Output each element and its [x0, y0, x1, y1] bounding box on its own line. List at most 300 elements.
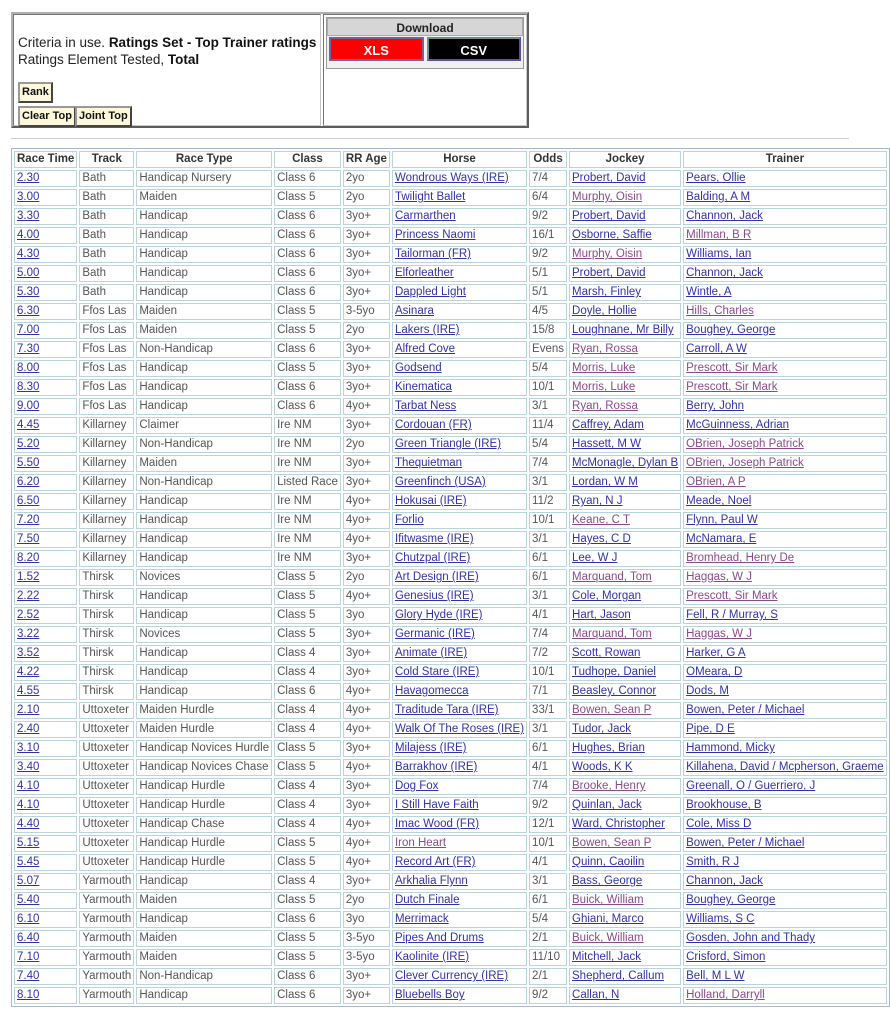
- race-time-link[interactable]: 2.30: [17, 172, 40, 184]
- horse-link[interactable]: Alfred Cove: [394, 343, 456, 355]
- jockey-link[interactable]: Marsh, Finley: [572, 286, 642, 298]
- race-time-cell: [14, 436, 77, 453]
- race-time-link[interactable]: 7.20: [17, 514, 40, 526]
- trainer-link[interactable]: Brookhouse, B: [686, 799, 762, 811]
- jockey-link[interactable]: Hart, Jason: [572, 609, 631, 621]
- trainer-link[interactable]: Haggas, W J: [686, 571, 752, 583]
- race-type-cell: Maiden: [136, 892, 272, 909]
- jockey-link[interactable]: Bass, George: [572, 875, 643, 887]
- rr-age-cell: 2yo: [343, 189, 390, 206]
- race-time-link[interactable]: 8.30: [17, 381, 40, 393]
- horse-link[interactable]: Lakers (IRE): [394, 324, 460, 336]
- trainer-link[interactable]: Gosden, John and Thady: [686, 932, 816, 944]
- horse-cell: [392, 778, 527, 795]
- jockey-link[interactable]: Murphy, Oisin: [572, 248, 643, 260]
- trainer-cell: [683, 436, 887, 453]
- jockey-link[interactable]: Ward, Christopher: [572, 818, 665, 830]
- track-cell: Thirsk: [79, 626, 134, 643]
- race-time-cell: [14, 892, 77, 909]
- race-time-cell: [14, 987, 77, 1004]
- race-time-link[interactable]: 1.52: [17, 571, 40, 583]
- rr-age-cell: 3yo+: [343, 341, 390, 358]
- race-time-link[interactable]: 5.00: [17, 267, 40, 279]
- trainer-cell: [683, 265, 887, 282]
- download-box: [326, 17, 524, 69]
- jockey-link[interactable]: Bowen, Sean P: [572, 704, 652, 716]
- class-cell: Class 6: [274, 284, 341, 301]
- jockey-link[interactable]: Keane, C T: [572, 514, 630, 526]
- jockey-link[interactable]: Tudhope, Daniel: [572, 666, 656, 678]
- race-time-link[interactable]: 7.30: [17, 343, 40, 355]
- class-cell: Class 6: [274, 379, 341, 396]
- trainer-cell: [683, 607, 887, 624]
- race-time-link[interactable]: 3.00: [17, 191, 40, 203]
- race-time-link[interactable]: 7.10: [17, 951, 40, 963]
- track-cell: Uttoxeter: [79, 797, 134, 814]
- trainer-link[interactable]: Pears, Ollie: [686, 172, 746, 184]
- jockey-cell: [569, 702, 681, 719]
- trainer-link[interactable]: Balding, A M: [686, 191, 751, 203]
- race-time-link[interactable]: 5.45: [17, 856, 40, 868]
- horse-cell: [392, 968, 527, 985]
- trainer-link[interactable]: Harker, G A: [686, 647, 746, 659]
- track-cell: Ffos Las: [79, 341, 134, 358]
- race-time-link[interactable]: 6.20: [17, 476, 40, 488]
- trainer-link[interactable]: Hammond, Micky: [686, 742, 775, 754]
- horse-link[interactable]: Cordouan (FR): [394, 419, 472, 431]
- trainer-cell: [683, 588, 887, 605]
- horse-link[interactable]: Art Design (IRE): [394, 571, 479, 583]
- race-time-link[interactable]: 4.30: [17, 248, 40, 260]
- race-time-cell: [14, 284, 77, 301]
- jockey-link[interactable]: Hassett, M W: [572, 438, 642, 450]
- race-time-link[interactable]: 6.30: [17, 305, 40, 317]
- odds-cell: 11/4: [529, 417, 567, 434]
- race-time-link[interactable]: 3.40: [17, 761, 40, 773]
- race-time-link[interactable]: 2.40: [17, 723, 40, 735]
- race-type-cell: Handicap: [136, 246, 272, 263]
- trainer-cell: [683, 835, 887, 852]
- horse-link[interactable]: Walk Of The Roses (IRE): [394, 723, 525, 735]
- jockey-link[interactable]: Morris, Luke: [572, 362, 636, 374]
- trainer-link[interactable]: Boughey, George: [686, 324, 776, 336]
- trainer-cell: [683, 759, 887, 776]
- column-header-odds[interactable]: Odds: [529, 151, 567, 168]
- table-row: [14, 227, 887, 244]
- jockey-cell: [569, 246, 681, 263]
- jockey-link[interactable]: Mitchell, Jack: [572, 951, 642, 963]
- trainer-link[interactable]: Berry, John: [686, 400, 745, 412]
- column-header-jockey[interactable]: Jockey: [569, 151, 681, 168]
- jockey-link[interactable]: Woods, K K: [572, 761, 633, 773]
- horse-link[interactable]: Germanic (IRE): [394, 628, 475, 640]
- horse-link[interactable]: Twilight Ballet: [394, 191, 466, 203]
- horse-cell: [392, 721, 527, 738]
- race-time-link[interactable]: 5.07: [17, 875, 40, 887]
- column-header-horse[interactable]: Horse: [392, 151, 527, 168]
- jockey-cell: [569, 645, 681, 662]
- rr-age-cell: 3yo+: [343, 417, 390, 434]
- trainer-link[interactable]: OMeara, D: [686, 666, 743, 678]
- trainer-link[interactable]: Bowen, Peter / Michael: [686, 837, 805, 849]
- odds-cell: 9/2: [529, 987, 567, 1004]
- jockey-link[interactable]: Doyle, Hollie: [572, 305, 637, 317]
- jockey-link[interactable]: Ryan, Rossa: [572, 343, 638, 355]
- column-header-race-type[interactable]: Race Type: [136, 151, 272, 168]
- clear-top-button[interactable]: Clear Top: [18, 106, 76, 127]
- horse-cell: [392, 740, 527, 757]
- jockey-link[interactable]: Lordan, W M: [572, 476, 638, 488]
- race-time-cell: [14, 797, 77, 814]
- horse-link[interactable]: Princess Naomi: [394, 229, 476, 241]
- trainer-link[interactable]: Channon, Jack: [686, 267, 763, 279]
- race-type-cell: Handicap: [136, 683, 272, 700]
- horse-link[interactable]: Dappled Light: [394, 286, 466, 298]
- class-cell: Ire NM: [274, 436, 341, 453]
- jockey-link[interactable]: Marquand, Tom: [572, 628, 652, 640]
- horse-link[interactable]: Record Art (FR): [394, 856, 476, 868]
- horse-cell: [392, 569, 527, 586]
- column-header-rr-age[interactable]: RR Age: [343, 151, 390, 168]
- odds-cell: 33/1: [529, 702, 567, 719]
- race-time-link[interactable]: 5.50: [17, 457, 40, 469]
- horse-link[interactable]: Havagomecca: [394, 685, 469, 697]
- odds-cell: 6/1: [529, 892, 567, 909]
- odds-cell: 9/2: [529, 246, 567, 263]
- trainer-link[interactable]: Prescott, Sir Mark: [686, 362, 778, 374]
- race-time-link[interactable]: 9.00: [17, 400, 40, 412]
- trainer-cell: [683, 911, 887, 928]
- trainer-link[interactable]: Boughey, George: [686, 894, 776, 906]
- horse-link[interactable]: Ifitwasme (IRE): [394, 533, 474, 545]
- results-table: [11, 148, 890, 1007]
- horse-link[interactable]: Bluebells Boy: [394, 989, 465, 1001]
- trainer-link[interactable]: McNamara, E: [686, 533, 757, 545]
- horse-link[interactable]: Thequietman: [394, 457, 463, 469]
- odds-cell: 6/1: [529, 569, 567, 586]
- race-time-link[interactable]: 3.10: [17, 742, 40, 754]
- rr-age-cell: 2yo: [343, 322, 390, 339]
- trainer-link[interactable]: Greenall, O / Guerriero, J: [686, 780, 816, 792]
- rr-age-cell: 4yo+: [343, 854, 390, 871]
- horse-cell: [392, 493, 527, 510]
- race-time-link[interactable]: 5.15: [17, 837, 40, 849]
- joint-top-button[interactable]: Joint Top: [75, 106, 132, 127]
- jockey-link[interactable]: McMonagle, Dylan B: [572, 457, 679, 469]
- race-time-link[interactable]: 4.40: [17, 818, 40, 830]
- rr-age-cell: 4yo+: [343, 493, 390, 510]
- race-time-link[interactable]: 5.40: [17, 894, 40, 906]
- horse-link[interactable]: Pipes And Drums: [394, 932, 484, 944]
- trainer-link[interactable]: Channon, Jack: [686, 875, 763, 887]
- trainer-cell: [683, 816, 887, 833]
- class-cell: Class 5: [274, 949, 341, 966]
- trainer-link[interactable]: Channon, Jack: [686, 210, 763, 222]
- trainer-link[interactable]: Dods, M: [686, 685, 729, 697]
- odds-cell: 3/1: [529, 398, 567, 415]
- jockey-link[interactable]: Beasley, Connor: [572, 685, 657, 697]
- horse-link[interactable]: Dog Fox: [394, 780, 439, 792]
- class-cell: Class 6: [274, 208, 341, 225]
- race-time-link[interactable]: 3.22: [17, 628, 40, 640]
- class-cell: Class 4: [274, 721, 341, 738]
- rr-age-cell: 4yo+: [343, 721, 390, 738]
- class-cell: Class 4: [274, 645, 341, 662]
- horse-link[interactable]: Glory Hyde (IRE): [394, 609, 483, 621]
- horse-link[interactable]: Godsend: [394, 362, 442, 374]
- horse-link[interactable]: I Still Have Faith: [394, 799, 479, 811]
- trainer-link[interactable]: Fell, R / Murray, S: [686, 609, 778, 621]
- trainer-link[interactable]: Crisford, Simon: [686, 951, 766, 963]
- race-time-link[interactable]: 4.10: [17, 780, 40, 792]
- track-cell: Killarney: [79, 512, 134, 529]
- race-time-link[interactable]: 5.20: [17, 438, 40, 450]
- odds-cell: 7/4: [529, 455, 567, 472]
- horse-link[interactable]: Wondrous Ways (IRE): [394, 172, 509, 184]
- race-time-link[interactable]: 2.52: [17, 609, 40, 621]
- horse-link[interactable]: Dutch Finale: [394, 894, 460, 906]
- trainer-link[interactable]: Haggas, W J: [686, 628, 752, 640]
- jockey-link[interactable]: Shepherd, Callum: [572, 970, 665, 982]
- jockey-cell: [569, 664, 681, 681]
- trainer-link[interactable]: Killahena, David / Mcpherson, Graeme: [686, 761, 884, 773]
- class-cell: Class 6: [274, 265, 341, 282]
- jockey-link[interactable]: Osborne, Saffie: [572, 229, 652, 241]
- jockey-cell: [569, 949, 681, 966]
- race-type-cell: Handicap: [136, 987, 272, 1004]
- jockey-link[interactable]: Probert, David: [572, 267, 646, 279]
- jockey-link[interactable]: Marquand, Tom: [572, 571, 652, 583]
- horse-link[interactable]: Arkhalia Flynn: [394, 875, 468, 887]
- rr-age-cell: 2yo: [343, 436, 390, 453]
- race-time-cell: [14, 835, 77, 852]
- trainer-link[interactable]: Williams, S C: [686, 913, 755, 925]
- trainer-link[interactable]: Bromhead, Henry De: [686, 552, 795, 564]
- trainer-cell: [683, 474, 887, 491]
- trainer-link[interactable]: Flynn, Paul W: [686, 514, 758, 526]
- rank-button[interactable]: Rank: [18, 82, 53, 103]
- horse-link[interactable]: Milajess (IRE): [394, 742, 467, 754]
- column-header-trainer[interactable]: Trainer: [683, 151, 887, 168]
- race-time-link[interactable]: 5.30: [17, 286, 40, 298]
- horse-cell: [392, 607, 527, 624]
- horse-link[interactable]: Traditude Tara (IRE): [394, 704, 499, 716]
- trainer-cell: [683, 721, 887, 738]
- horse-link[interactable]: Asinara: [394, 305, 434, 317]
- race-time-link[interactable]: 4.00: [17, 229, 40, 241]
- trainer-link[interactable]: OBrien, Joseph Patrick: [686, 457, 804, 469]
- track-cell: Ffos Las: [79, 398, 134, 415]
- horse-link[interactable]: Chutzpal (IRE): [394, 552, 471, 564]
- race-time-link[interactable]: 6.50: [17, 495, 40, 507]
- column-header-race-time[interactable]: Race Time: [14, 151, 77, 168]
- table-row: [14, 493, 887, 510]
- odds-cell: 4/5: [529, 303, 567, 320]
- jockey-link[interactable]: Morris, Luke: [572, 381, 636, 393]
- race-time-link[interactable]: 4.45: [17, 419, 40, 431]
- race-time-link[interactable]: 4.22: [17, 666, 40, 678]
- horse-link[interactable]: Animate (IRE): [394, 647, 468, 659]
- race-time-cell: [14, 645, 77, 662]
- jockey-link[interactable]: Quinn, Caoilin: [572, 856, 645, 868]
- jockey-link[interactable]: Quinlan, Jack: [572, 799, 642, 811]
- jockey-link[interactable]: Brooke, Henry: [572, 780, 646, 792]
- odds-cell: 10/1: [529, 664, 567, 681]
- jockey-link[interactable]: Hughes, Brian: [572, 742, 645, 754]
- csv-download-button[interactable]: CSV: [427, 37, 522, 61]
- race-type-cell: Handicap Hurdle: [136, 854, 272, 871]
- jockey-link[interactable]: Murphy, Oisin: [572, 191, 643, 203]
- odds-cell: 3/1: [529, 531, 567, 548]
- horse-link[interactable]: Greenfinch (USA): [394, 476, 486, 488]
- trainer-cell: [683, 645, 887, 662]
- jockey-cell: [569, 588, 681, 605]
- class-cell: Class 6: [274, 683, 341, 700]
- horse-link[interactable]: Hokusai (IRE): [394, 495, 467, 507]
- jockey-link[interactable]: Buick, William: [572, 894, 644, 906]
- jockey-link[interactable]: Probert, David: [572, 172, 646, 184]
- jockey-cell: [569, 189, 681, 206]
- jockey-link[interactable]: Caffrey, Adam: [572, 419, 644, 431]
- horse-link[interactable]: Forlio: [394, 514, 424, 526]
- horse-link[interactable]: Iron Heart: [394, 837, 447, 849]
- jockey-link[interactable]: Buick, William: [572, 932, 644, 944]
- race-time-link[interactable]: 7.50: [17, 533, 40, 545]
- column-header-class[interactable]: Class: [274, 151, 341, 168]
- table-row: [14, 968, 887, 985]
- horse-link[interactable]: Tarbat Ness: [394, 400, 457, 412]
- horse-link[interactable]: Green Triangle (IRE): [394, 438, 502, 450]
- jockey-link[interactable]: Scott, Rowan: [572, 647, 641, 659]
- rr-age-cell: 3yo+: [343, 208, 390, 225]
- horse-link[interactable]: Carmarthen: [394, 210, 456, 222]
- jockey-cell: [569, 835, 681, 852]
- trainer-link[interactable]: Cole, Miss D: [686, 818, 752, 830]
- horse-link[interactable]: Tailorman (FR): [394, 248, 471, 260]
- odds-cell: 15/8: [529, 322, 567, 339]
- race-time-cell: [14, 683, 77, 700]
- jockey-cell: [569, 740, 681, 757]
- race-time-link[interactable]: 8.20: [17, 552, 40, 564]
- horse-link[interactable]: Genesius (IRE): [394, 590, 474, 602]
- class-cell: Class 5: [274, 892, 341, 909]
- trainer-link[interactable]: Bell, M L W: [686, 970, 745, 982]
- track-cell: Thirsk: [79, 683, 134, 700]
- column-header-track[interactable]: Track: [79, 151, 134, 168]
- jockey-link[interactable]: Callan, N: [572, 989, 620, 1001]
- jockey-cell: [569, 227, 681, 244]
- jockey-link[interactable]: Ryan, N J: [572, 495, 623, 507]
- horse-link[interactable]: Kinematica: [394, 381, 452, 393]
- trainer-link[interactable]: Meade, Noel: [686, 495, 752, 507]
- horse-link[interactable]: Cold Stare (IRE): [394, 666, 480, 678]
- horse-link[interactable]: Merrimack: [394, 913, 449, 925]
- xls-download-button[interactable]: XLS: [329, 37, 424, 61]
- track-cell: Bath: [79, 246, 134, 263]
- race-type-cell: Handicap: [136, 664, 272, 681]
- horse-cell: [392, 512, 527, 529]
- jockey-link[interactable]: Lee, W J: [572, 552, 618, 564]
- download-buttons: [327, 36, 523, 62]
- trainer-link[interactable]: Prescott, Sir Mark: [686, 590, 778, 602]
- jockey-link[interactable]: Ryan, Rossa: [572, 400, 638, 412]
- race-time-link[interactable]: 8.00: [17, 362, 40, 374]
- rr-age-cell: 3yo+: [343, 664, 390, 681]
- race-time-link[interactable]: 8.10: [17, 989, 40, 1001]
- race-type-cell: Maiden: [136, 455, 272, 472]
- trainer-link[interactable]: Holland, Darryll: [686, 989, 765, 1001]
- horse-link[interactable]: Kaolinite (IRE): [394, 951, 470, 963]
- trainer-link[interactable]: Prescott, Sir Mark: [686, 381, 778, 393]
- trainer-link[interactable]: McGuinness, Adrian: [686, 419, 790, 431]
- trainer-link[interactable]: Millman, B R: [686, 229, 752, 241]
- table-row: [14, 322, 887, 339]
- table-row: [14, 854, 887, 871]
- trainer-link[interactable]: Carroll, A W: [686, 343, 747, 355]
- odds-cell: 5/4: [529, 911, 567, 928]
- class-cell: Class 6: [274, 987, 341, 1004]
- race-time-link[interactable]: 2.22: [17, 590, 40, 602]
- race-time-cell: [14, 208, 77, 225]
- trainer-link[interactable]: Smith, R J: [686, 856, 740, 868]
- race-type-cell: Handicap: [136, 550, 272, 567]
- jockey-link[interactable]: Loughnane, Mr Billy: [572, 324, 674, 336]
- trainer-link[interactable]: Hills, Charles: [686, 305, 754, 317]
- odds-cell: 7/2: [529, 645, 567, 662]
- trainer-link[interactable]: Williams, Ian: [686, 248, 752, 260]
- horse-link[interactable]: Imac Wood (FR): [394, 818, 480, 830]
- race-time-cell: [14, 816, 77, 833]
- race-time-link[interactable]: 7.40: [17, 970, 40, 982]
- race-time-link[interactable]: 6.40: [17, 932, 40, 944]
- race-time-link[interactable]: 3.30: [17, 210, 40, 222]
- race-time-link[interactable]: 2.10: [17, 704, 40, 716]
- odds-cell: 3/1: [529, 588, 567, 605]
- jockey-link[interactable]: Tudor, Jack: [572, 723, 632, 735]
- race-time-link[interactable]: 6.10: [17, 913, 40, 925]
- jockey-cell: [569, 816, 681, 833]
- race-time-link[interactable]: 4.10: [17, 799, 40, 811]
- jockey-link[interactable]: Hayes, C D: [572, 533, 631, 545]
- trainer-link[interactable]: Wintle, A: [686, 286, 732, 298]
- trainer-link[interactable]: OBrien, A P: [686, 476, 746, 488]
- trainer-cell: [683, 550, 887, 567]
- horse-link[interactable]: Barrakhov (IRE): [394, 761, 478, 773]
- race-time-cell: [14, 873, 77, 890]
- ratings-set-value: Ratings Set - Top Trainer ratings: [108, 35, 317, 50]
- jockey-link[interactable]: Probert, David: [572, 210, 646, 222]
- class-cell: Class 4: [274, 664, 341, 681]
- track-cell: Bath: [79, 227, 134, 244]
- horse-link[interactable]: Clever Currency (IRE): [394, 970, 509, 982]
- race-time-link[interactable]: 4.55: [17, 685, 40, 697]
- jockey-link[interactable]: Bowen, Sean P: [572, 837, 652, 849]
- trainer-link[interactable]: Bowen, Peter / Michael: [686, 704, 805, 716]
- track-cell: Ffos Las: [79, 379, 134, 396]
- rr-age-cell: 4yo+: [343, 816, 390, 833]
- jockey-link[interactable]: Cole, Morgan: [572, 590, 642, 602]
- table-row: [14, 436, 887, 453]
- element-prefix: Ratings Element Tested,: [18, 52, 165, 67]
- horse-link[interactable]: Elforleather: [394, 267, 454, 279]
- trainer-link[interactable]: Pipe, D E: [686, 723, 735, 735]
- race-time-link[interactable]: 3.52: [17, 647, 40, 659]
- trainer-cell: [683, 892, 887, 909]
- race-time-link[interactable]: 7.00: [17, 324, 40, 336]
- jockey-link[interactable]: Ghiani, Marco: [572, 913, 644, 925]
- trainer-link[interactable]: OBrien, Joseph Patrick: [686, 438, 804, 450]
- race-time-cell: [14, 170, 77, 187]
